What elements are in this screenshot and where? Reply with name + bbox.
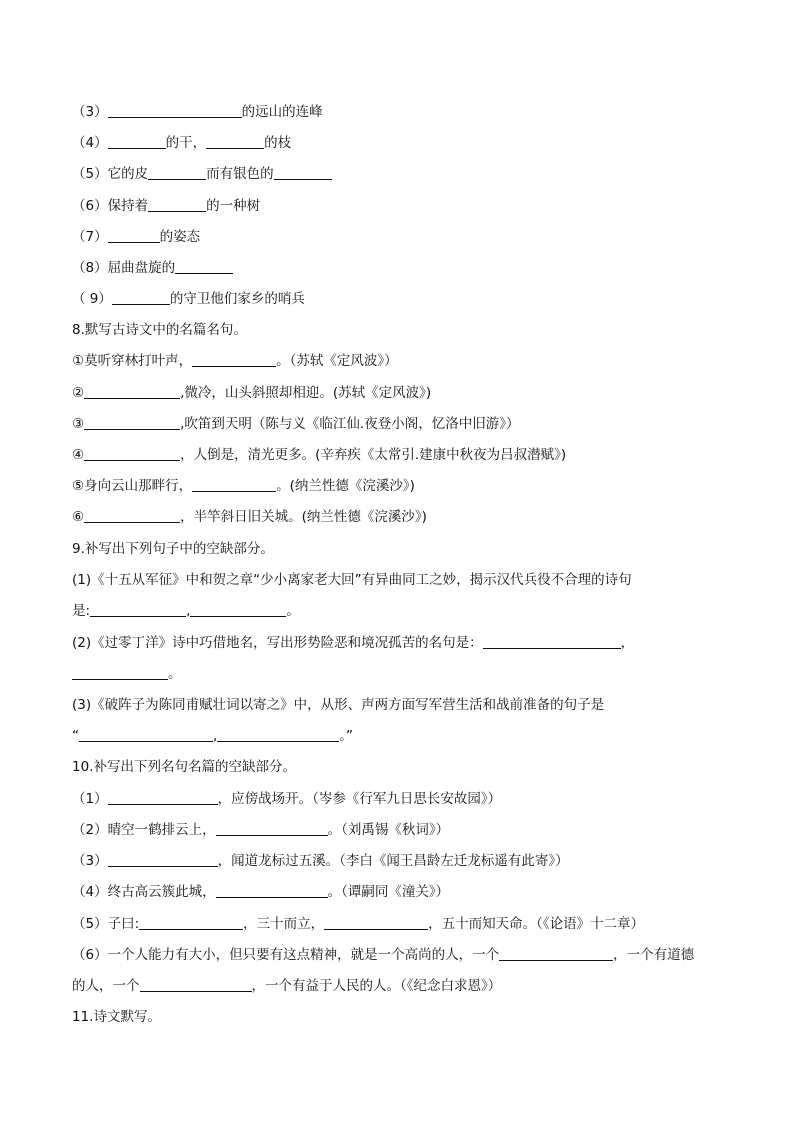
answer-blank[interactable] [499, 946, 613, 961]
line-text: ⑤身向云山那畔行， [72, 478, 193, 494]
text-line-8 [72, 258, 233, 278]
line-text: （4）终古高云簇此城， [72, 884, 216, 900]
answer-blank[interactable] [79, 727, 213, 742]
line-text: ，一个有益于人民的人。（《纪念白求恩》） [251, 978, 502, 994]
answer-blank[interactable] [84, 446, 180, 461]
question-8-heading [72, 320, 247, 340]
line-text: ,吹笛到天明（陈与义《临江仙.夜登小阁，忆洛中旧游》） [180, 416, 520, 432]
question-10-item-6-continued [72, 976, 501, 996]
answer-blank[interactable] [324, 915, 428, 930]
line-text: , [186, 603, 191, 619]
text-line-6 [72, 196, 260, 216]
line-text: （6）一个人能力有大小，但只要有这点精神，就是一个高尚的人，一个 [72, 947, 500, 963]
answer-blank[interactable] [108, 134, 166, 149]
line-text: ③ [72, 416, 85, 432]
line-text: （2）晴空一鹤排云上， [72, 822, 216, 838]
line-text: （5）子曰: [72, 916, 140, 932]
answer-blank[interactable] [274, 165, 332, 180]
question-10-item-3 [72, 851, 569, 871]
answer-blank[interactable] [216, 821, 328, 836]
line-text: 。” [339, 728, 354, 744]
answer-blank[interactable] [483, 634, 621, 649]
question-10-item-5 [72, 914, 644, 934]
answer-blank[interactable] [108, 103, 242, 118]
answer-blank[interactable] [139, 915, 243, 930]
line-text: （5）它的皮 [72, 166, 149, 182]
line-text: 而有银色的 [206, 166, 274, 182]
answer-blank[interactable] [206, 134, 264, 149]
line-text: ， [620, 635, 635, 651]
question-8-item-6 [72, 507, 427, 527]
text-line-4 [72, 133, 291, 153]
question-9-item-1 [72, 570, 632, 590]
answer-blank[interactable] [190, 602, 286, 617]
question-8-item-5 [72, 476, 415, 496]
question-8-item-1 [72, 351, 398, 371]
line-text: 8.默写古诗文中的名篇名句。 [72, 322, 247, 338]
line-text: (1)《十五从军征》中和贺之章“少小离家老大回”有异曲同工之妙，揭示汉代兵役不合理的诗句 [72, 572, 632, 588]
line-text: 的人，一个 [72, 978, 140, 994]
line-text: 。(纳兰性德《浣溪沙》) [276, 478, 415, 494]
line-text: （3） [72, 104, 108, 120]
line-text: （3） [72, 853, 108, 869]
text-line-3 [72, 102, 323, 122]
line-text: “ [72, 728, 79, 744]
line-text: (2)《过零丁洋》诗中巧借地名，写出形势险恶和境况孤苦的名句是： [72, 635, 483, 651]
answer-blank[interactable] [84, 415, 180, 430]
answer-blank[interactable] [192, 352, 276, 367]
line-text: 的远山的连峰 [241, 104, 323, 120]
line-text: 10.补写出下列名句名篇的空缺部分。 [72, 759, 296, 775]
line-text: ② [72, 385, 85, 401]
question-9-item-1-answer [72, 601, 300, 621]
line-text: 的一种树 [206, 198, 261, 214]
answer-blank[interactable] [84, 508, 180, 523]
line-text: 是: [72, 603, 91, 619]
line-text: ，三十而立， [243, 916, 325, 932]
line-text: ，闻道龙标过五溪。（李白《闻王昌龄左迁龙标遥有此寄》） [217, 853, 569, 869]
line-text: （4） [72, 135, 108, 151]
line-text: 9.补写出下列句子中的空缺部分。 [72, 541, 274, 557]
question-9-heading [72, 539, 274, 559]
text-line-9 [72, 289, 305, 309]
answer-blank[interactable] [175, 259, 233, 274]
line-text: 。（刘禹锡《秋词》） [327, 822, 450, 838]
answer-blank[interactable] [108, 228, 160, 243]
question-10-heading [72, 757, 296, 777]
answer-blank[interactable] [148, 197, 206, 212]
line-text: , [213, 728, 218, 744]
line-text: 。 [168, 666, 182, 682]
line-text: 11.诗文默写。 [72, 1009, 161, 1025]
question-9-item-2 [72, 633, 634, 653]
line-text: （8）屈曲盘旋的 [72, 260, 176, 276]
answer-blank[interactable] [84, 384, 180, 399]
line-text: 的枝 [264, 135, 292, 151]
line-text: 的干， [165, 135, 207, 151]
text-line-7 [72, 227, 200, 247]
answer-blank[interactable] [140, 977, 252, 992]
question-9-item-3-answer [72, 726, 353, 746]
line-text: ，人倒是，清光更多。(辛弃疾《太常引.建康中秋夜为吕叔潜赋》) [180, 447, 567, 463]
answer-blank[interactable] [108, 852, 218, 867]
line-text: ，半竿斜日旧关城。(纳兰性德《浣溪沙》) [180, 509, 427, 525]
line-text: (3)《破阵子为陈同甫赋壮词以寄之》中，从形、声两方面写军营生活和战前准备的句子是 [72, 697, 605, 713]
question-8-item-2 [72, 383, 431, 403]
line-text: 的姿态 [159, 229, 201, 245]
answer-blank[interactable] [148, 165, 206, 180]
line-text: 的守卫他们家乡的哨兵 [169, 291, 305, 307]
line-text: ，应傍战场开。（岑参《行军九日思长安故园》） [217, 791, 502, 807]
answer-blank[interactable] [108, 790, 218, 805]
answer-blank[interactable] [192, 477, 276, 492]
line-text: ，五十而知天命。（《论语》十二章） [428, 916, 645, 932]
line-text: （1） [72, 791, 108, 807]
line-text: （6）保持着 [72, 198, 149, 214]
line-text: （ 9） [72, 291, 112, 307]
answer-blank[interactable] [112, 290, 170, 305]
answer-blank[interactable] [216, 883, 328, 898]
text-line-5 [72, 164, 332, 184]
line-text: （7） [72, 229, 108, 245]
line-text: 。 [286, 603, 300, 619]
line-text: ⑥ [72, 509, 85, 525]
answer-blank[interactable] [72, 665, 168, 680]
line-text: 。（苏轼《定风波》） [276, 353, 398, 369]
question-8-item-4 [72, 445, 566, 465]
answer-blank[interactable] [217, 727, 339, 742]
line-text: 。（谭嗣同《潼关》） [327, 884, 450, 900]
answer-blank[interactable] [90, 602, 186, 617]
question-10-item-4 [72, 882, 449, 902]
question-9-item-2-continued [72, 664, 182, 684]
question-10-item-2 [72, 820, 449, 840]
question-9-item-3 [72, 695, 604, 715]
line-text: ，一个有道德 [613, 947, 695, 963]
line-text: ④ [72, 447, 85, 463]
question-10-item-6 [72, 945, 694, 965]
line-text: ,微冷，山头斜照却相迎。(苏轼《定风波》) [180, 385, 432, 401]
question-11-heading [72, 1007, 161, 1027]
line-text: ①莫听穿林打叶声， [72, 353, 193, 369]
question-10-item-1 [72, 789, 501, 809]
question-8-item-3 [72, 414, 519, 434]
